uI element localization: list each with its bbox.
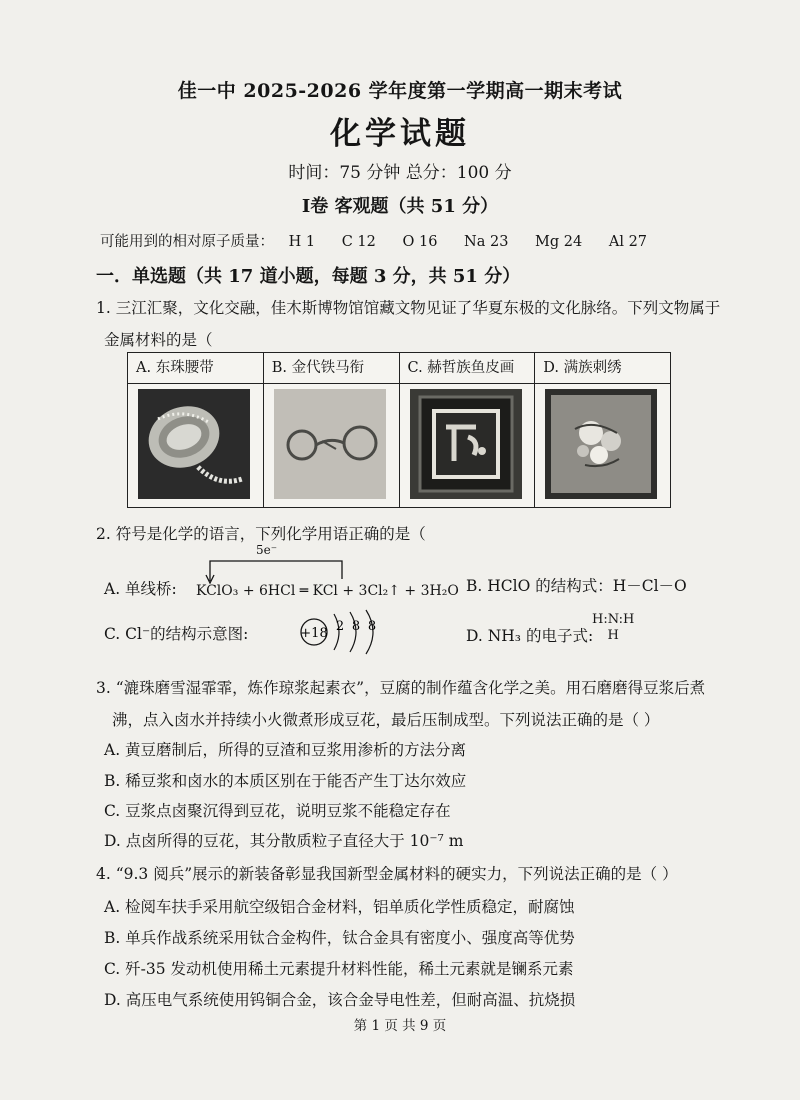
shell-electron-count: 2 — [335, 619, 345, 634]
q2-option-c — [104, 619, 377, 644]
q2-option-a — [104, 543, 459, 607]
q4-option-b: B. 单兵作战系统采用钛合金构件，钛合金具有密度小、强度高等优势 — [104, 929, 575, 947]
atomic-mass-item: C 12 — [341, 234, 376, 250]
nucleus-charge: +18 — [300, 626, 328, 641]
q4-option-a: A. 检阅车扶手采用航空级铝合金材料，铝单质化学性质稳定，耐腐蚀 — [104, 898, 575, 916]
shell-electron-count: 8 — [367, 619, 377, 634]
q3-stem-line2: 沸，点入卤水并持续小火微煮形成豆花，最后压制成型。下列说法正确的是（ ） — [112, 711, 660, 729]
q4-option-d: D. 高压电气系统使用钨铜合金，该合金导电性差，但耐高温、抗烧损 — [104, 991, 576, 1009]
pearl-belt-image — [138, 389, 250, 499]
atomic-mass-line — [100, 230, 669, 251]
fish-skin-painting-image — [410, 389, 522, 499]
electron-formula-line2: H — [607, 628, 619, 643]
q1-artifact-table — [127, 352, 671, 508]
q3-option-b: B. 稀豆浆和卤水的本质区别在于能否产生丁达尔效应 — [104, 772, 467, 790]
exam-time-info: 时间：75 分钟 总分：100 分 — [288, 163, 512, 183]
shell-electron-count: 8 — [351, 619, 361, 634]
atomic-mass-item: Na 23 — [464, 234, 509, 250]
atomic-mass-item: H 1 — [288, 234, 316, 250]
q1-option-b — [264, 353, 400, 507]
atomic-mass-item: Mg 24 — [535, 234, 583, 250]
q2-option-b: B. HClO 的结构式：H－Cl－O — [466, 577, 687, 595]
q1-option-c-label: C. 赫哲族鱼皮画 — [400, 353, 535, 384]
q4-option-c: C. 歼-35 发动机使用稀土元素提升材料性能，稀土元素就是镧系元素 — [104, 960, 574, 978]
q3-option-c: C. 豆浆点卤聚沉得到豆花，说明豆浆不能稳定存在 — [104, 802, 451, 820]
q2-option-a-equation: KClO₃ + 6HCl ═ KCl + 3Cl₂↑ + 3H₂O — [196, 583, 459, 599]
q1-option-c — [400, 353, 536, 507]
q3-stem-line1: 3. “漉珠磨雪湿霏霏，炼作琼浆起素衣”，豆腐的制作蕴含化学之美。用石磨磨得豆浆后煮 — [96, 679, 706, 697]
exam-school-title: 佳一中 2025-2026 学年度第一学期高一期末考试 — [177, 80, 623, 102]
q4-stem: 4. “9.3 阅兵”展示的新装备彰显我国新型金属材料的硬实力，下列说法正确的是（ ） — [96, 865, 678, 883]
q1-option-a-label: A. 东珠腰带 — [128, 353, 263, 384]
q3-option-d: D. 点卤所得的豆花，其分散质粒子直径大于 10⁻⁷ m — [104, 832, 464, 850]
q2-electron-transfer-label: 5e⁻ — [256, 543, 278, 557]
atomic-mass-label: 可能用到的相对原子质量： — [100, 234, 274, 250]
q1-option-a — [128, 353, 264, 507]
ammonia-electron-formula — [592, 612, 634, 644]
q2-option-a-label: A. 单线桥: — [104, 580, 177, 598]
iron-bit-image — [274, 389, 386, 499]
q1-stem-line1: 1. 三江汇聚，文化交融，佳木斯博物馆馆藏文物见证了华夏东极的文化脉络。下列文物属于 — [96, 299, 721, 317]
exam-subject-title: 化学试题 — [330, 116, 470, 152]
atomic-mass-item: O 16 — [402, 234, 438, 250]
section-heading: Ⅰ卷 客观题（共 51 分） — [301, 196, 499, 217]
chloride-ion-structure-diagram — [294, 608, 444, 658]
q1-option-b-label: B. 金代铁马衔 — [264, 353, 399, 384]
part-one-title: 一．单选题（共 17 道小题，每题 3 分，共 51 分） — [96, 266, 521, 287]
q1-stem-line2: 金属材料的是（ — [104, 331, 213, 349]
q2-option-d-label: D. NH₃ 的电子式: — [466, 627, 594, 645]
atomic-mass-item: Al 27 — [608, 234, 648, 250]
q1-option-d — [535, 353, 670, 507]
single-bridge-arrow-icon — [204, 555, 354, 585]
q3-option-a: A. 黄豆磨制后，所得的豆渣和豆浆用渗析的方法分离 — [104, 741, 467, 759]
q2-option-d — [466, 612, 635, 646]
q2-option-c-label: C. Cl⁻的结构示意图: — [104, 625, 249, 643]
embroidery-image — [545, 389, 657, 499]
q1-option-d-label: D. 满族刺绣 — [535, 353, 670, 384]
electron-formula-line1: H:N:H — [592, 612, 635, 627]
page-number: 第 1 页 共 9 页 — [353, 1018, 447, 1034]
q2-stem: 2. 符号是化学的语言，下列化学用语正确的是（ — [96, 525, 426, 543]
